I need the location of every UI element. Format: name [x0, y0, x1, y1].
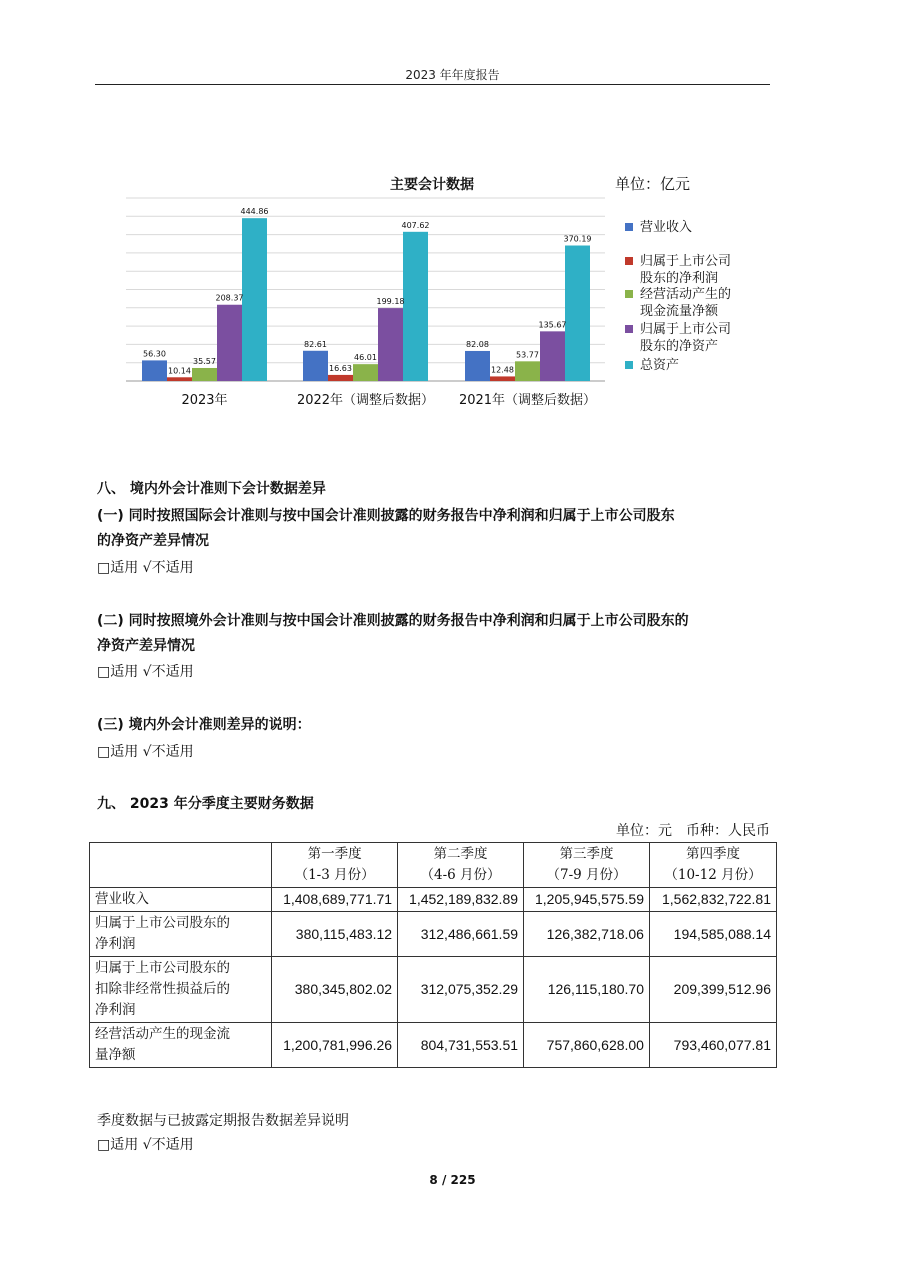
- section-9-heading: 九、 2023 年分季度主要财务数据: [97, 796, 314, 812]
- table-cell: 209,399,512.96: [649, 957, 776, 1023]
- table-cell: 1,562,832,722.81: [649, 888, 776, 912]
- legend-entry: 总资产: [640, 358, 680, 373]
- quarterly-financial-table: [89, 842, 777, 1068]
- data-label: 208.37: [215, 293, 244, 303]
- row-label: 归属于上市公司股东的 扣除非经常性损益后的 净利润: [90, 957, 272, 1023]
- header-divider: [95, 84, 770, 85]
- table-header-q2: 第二季度 （4-6 月份）: [398, 843, 524, 888]
- table-cell: 380,115,483.12: [272, 912, 398, 957]
- legend-entry: 股东的净资产: [640, 339, 719, 354]
- category-label: 2022年（调整后数据）: [296, 393, 435, 408]
- table-row: [90, 912, 777, 957]
- section-8-sub1-option: □适用 √不适用: [97, 560, 194, 576]
- bar: [353, 364, 378, 381]
- section-8-sub2-line2: 净资产差异情况: [97, 638, 195, 654]
- legend-entry: 归属于上市公司: [640, 254, 732, 269]
- table-cell: 380,345,802.02: [272, 957, 398, 1023]
- page-number: 8 / 225: [429, 1173, 476, 1187]
- legend-entry: 现金流量净额: [640, 304, 719, 319]
- row-label: 归属于上市公司股东的 净利润: [90, 912, 272, 957]
- table-header-q1: 第一季度 （1-3 月份）: [272, 843, 398, 888]
- table-header-row: [90, 843, 777, 888]
- category-label: 2021年（调整后数据）: [458, 393, 597, 408]
- bar: [167, 377, 192, 381]
- legend-entry: 股东的净利润: [640, 271, 719, 286]
- table-cell: 804,731,553.51: [398, 1023, 524, 1068]
- legend-swatch: [625, 361, 633, 369]
- data-label: 12.48: [491, 365, 514, 375]
- section-8-sub1-line2: 的净资产差异情况: [97, 533, 209, 549]
- bar: [540, 331, 565, 381]
- data-label: 46.01: [354, 353, 377, 363]
- bar: [328, 375, 353, 381]
- row-label: 经营活动产生的现金流 量净额: [90, 1023, 272, 1068]
- table-row: [90, 888, 777, 912]
- data-label: 16.63: [329, 363, 352, 373]
- table-cell: 126,115,180.70: [524, 957, 650, 1023]
- category-label: 2023年: [181, 393, 228, 408]
- table-cell: 1,452,189,832.89: [398, 888, 524, 912]
- section-8-sub2-option: □适用 √不适用: [97, 664, 194, 680]
- quarterly-diff-option: □适用 √不适用: [97, 1137, 194, 1153]
- table-cell: 1,205,945,575.59: [524, 888, 650, 912]
- data-label: 135.67: [538, 320, 567, 330]
- table-cell: 126,382,718.06: [524, 912, 650, 957]
- bar: [403, 232, 428, 381]
- table-row: [90, 957, 777, 1023]
- data-label: 407.62: [401, 220, 430, 230]
- table-row: [90, 1023, 777, 1068]
- section-8-sub2-line1: (二) 同时按照境外会计准则与按中国会计准则披露的财务报告中净利润和归属于上市公司股东的: [97, 613, 689, 629]
- chart-title: 主要会计数据: [390, 177, 474, 193]
- table-header-q4: 第四季度 （10-12 月份）: [649, 843, 776, 888]
- legend-entry: 归属于上市公司: [640, 322, 732, 337]
- section-8-sub3-option: □适用 √不适用: [97, 744, 194, 760]
- bar: [490, 376, 515, 381]
- legend-swatch: [625, 325, 633, 333]
- table-header-q3: 第三季度 （7-9 月份）: [524, 843, 650, 888]
- section-8-heading: 八、 境内外会计准则下会计数据差异: [97, 481, 326, 497]
- quarterly-diff-note: 季度数据与已披露定期报告数据差异说明: [97, 1113, 349, 1129]
- legend-entry: 经营活动产生的: [640, 287, 732, 302]
- data-label: 53.77: [516, 350, 539, 360]
- bar: [465, 351, 490, 381]
- table-cell: 312,486,661.59: [398, 912, 524, 957]
- legend-swatch: [625, 290, 633, 298]
- table-unit: 单位：元 币种：人民币: [616, 823, 770, 839]
- bar: [378, 308, 403, 381]
- data-label: 199.18: [376, 297, 405, 307]
- table-cell: 793,460,077.81: [649, 1023, 776, 1068]
- bar: [565, 246, 590, 381]
- bar: [515, 361, 540, 381]
- chart-unit: 单位：亿元: [615, 175, 691, 193]
- data-label: 370.19: [563, 234, 592, 244]
- legend-swatch: [625, 223, 633, 231]
- table-header-empty: [90, 843, 272, 888]
- data-label: 82.61: [304, 339, 327, 349]
- table-cell: 312,075,352.29: [398, 957, 524, 1023]
- legend-swatch: [625, 257, 633, 265]
- bar: [142, 360, 167, 381]
- table-cell: 194,585,088.14: [649, 912, 776, 957]
- bar: [217, 305, 242, 381]
- table-cell: 1,408,689,771.71: [272, 888, 398, 912]
- main-accounting-data-chart: [120, 168, 740, 418]
- table-cell: 757,860,628.00: [524, 1023, 650, 1068]
- data-label: 82.08: [466, 339, 489, 349]
- data-label: 56.30: [143, 349, 166, 359]
- section-8-sub3-line1: (三) 境内外会计准则差异的说明：: [97, 717, 311, 733]
- bar: [303, 351, 328, 381]
- data-label: 444.86: [240, 207, 269, 217]
- section-8-sub1-line1: (一) 同时按照国际会计准则与按中国会计准则披露的财务报告中净利润和归属于上市公司股东: [97, 508, 675, 524]
- page-header-title: 2023 年年度报告: [405, 68, 500, 82]
- bar: [192, 368, 217, 381]
- row-label: 营业收入: [90, 888, 272, 912]
- legend-entry: 营业收入: [640, 220, 693, 235]
- table-cell: 1,200,781,996.26: [272, 1023, 398, 1068]
- data-label: 35.57: [193, 356, 216, 366]
- bar: [242, 218, 267, 381]
- data-label: 10.14: [168, 366, 191, 376]
